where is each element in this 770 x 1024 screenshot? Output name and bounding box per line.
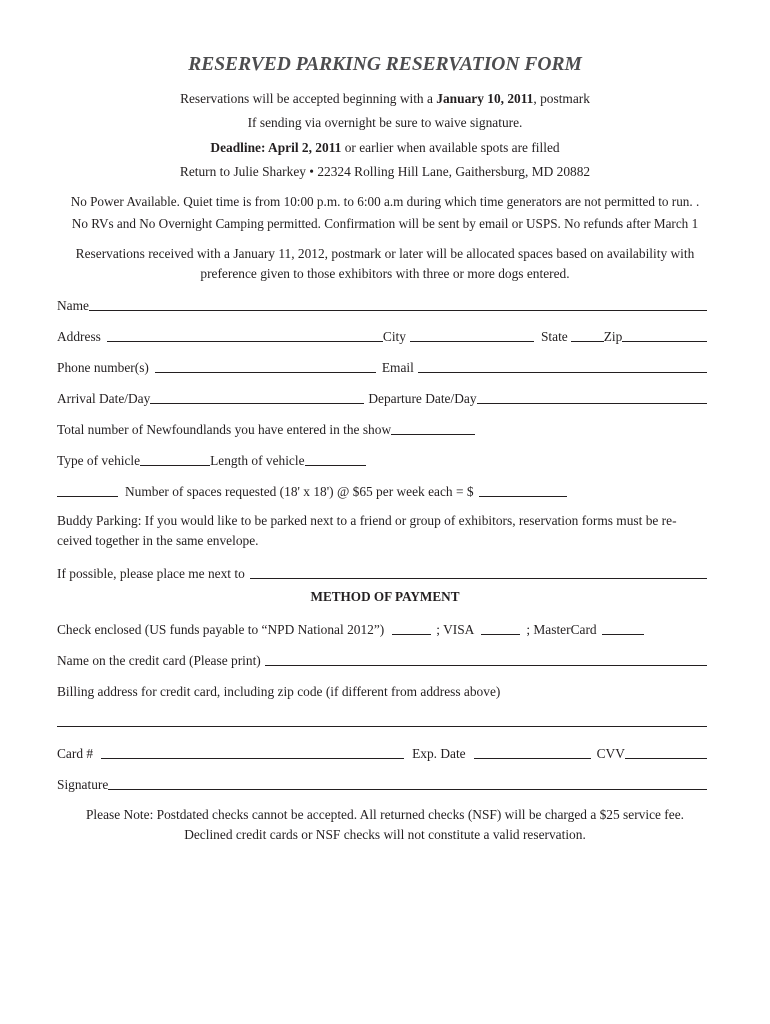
- arrival-label: Arrival Date/Day: [57, 391, 151, 406]
- visa-label: ; VISA: [436, 622, 475, 637]
- rv-notice: No RVs and No Overnight Camping permitted. Confirmation will be sent by email or USPS. No refunds after March 1: [71, 216, 699, 231]
- card-row: [57, 744, 707, 762]
- vehicle-type-field[interactable]: [140, 464, 210, 466]
- zip-field[interactable]: [622, 340, 707, 342]
- place-label: If possible, please place me next to: [57, 566, 245, 581]
- payment-method-row: [57, 620, 707, 638]
- deadline-post: or earlier when available spots are filled: [341, 140, 560, 155]
- name-row: [57, 296, 707, 314]
- accept-post: , postmark: [533, 91, 590, 106]
- vehicle-type-label: Type of vehicle: [57, 453, 141, 468]
- billing-label: Billing address for credit card, including zip code (if different from address above): [57, 684, 501, 699]
- dogs-row: [57, 420, 707, 438]
- check-field[interactable]: [392, 633, 431, 635]
- card-number-label: Card #: [57, 746, 94, 761]
- allocation-notice-1: Reservations received with a January 11, 2012, postmark or later will be allocated spaces based on availability with: [75, 246, 695, 261]
- vehicle-length-field[interactable]: [305, 464, 366, 466]
- state-label: State: [540, 329, 568, 344]
- arrival-field[interactable]: [150, 402, 364, 404]
- card-name-row: [57, 651, 707, 669]
- declined-note: Declined credit cards or NSF checks will not constitute a valid reservation.: [184, 827, 586, 842]
- allocation-notice-2: preference given to those exhibitors with three or more dogs entered.: [200, 266, 570, 281]
- state-field[interactable]: [571, 340, 604, 342]
- name-label: Name: [57, 298, 89, 313]
- departure-field[interactable]: [477, 402, 707, 404]
- zip-label: Zip: [603, 329, 623, 344]
- billing-field[interactable]: [57, 726, 707, 727]
- power-notice: No Power Available. Quiet time is from 10:00 p.m. to 6:00 a.m during which time generators are not permitted to run. .: [70, 194, 700, 209]
- exp-date-label: Exp. Date: [412, 746, 466, 761]
- signature-label: Signature: [57, 777, 109, 792]
- vehicle-row: [57, 451, 707, 469]
- cvv-label: CVV: [596, 746, 625, 761]
- dogs-field[interactable]: [391, 433, 475, 435]
- vehicle-length-label: Length of vehicle: [210, 453, 305, 468]
- city-field[interactable]: [410, 340, 534, 342]
- address-row: [57, 327, 707, 345]
- return-address: Return to Julie Sharkey • 22324 Rolling Hill Lane, Gaithersburg, MD 20882: [179, 164, 591, 179]
- phone-field[interactable]: [155, 371, 376, 373]
- postdated-note: Please Note: Postdated checks cannot be accepted. All returned checks (NSF) will be charged a $25 service fee.: [85, 807, 685, 822]
- billing-row: [57, 682, 707, 700]
- buddy-parking-text: Buddy Parking: If you would like to be parked next to a friend or group of exhibitors, reservation forms must be re-ceived together in the same envelope.: [57, 513, 677, 548]
- name-field[interactable]: [89, 309, 707, 311]
- mastercard-field[interactable]: [602, 633, 644, 635]
- place-field[interactable]: [250, 577, 707, 579]
- signature-row: [57, 775, 707, 793]
- card-name-label: Name on the credit card (Please print): [57, 653, 261, 668]
- email-label: Email: [381, 360, 414, 375]
- check-label: Check enclosed (US funds payable to “NPD National 2012”): [57, 622, 385, 637]
- deadline-date: Deadline: April 2, 2011: [210, 140, 342, 155]
- deadline-line: [0, 140, 770, 156]
- mastercard-label: ; MasterCard: [526, 622, 597, 637]
- exp-date-field[interactable]: [474, 757, 591, 759]
- card-number-field[interactable]: [101, 757, 404, 759]
- spaces-row: [57, 482, 707, 500]
- overnight-note: If sending via overnight be sure to waive signature.: [247, 115, 523, 130]
- signature-field[interactable]: [108, 788, 707, 790]
- cvv-field[interactable]: [625, 757, 707, 759]
- form-title: RESERVED PARKING RESERVATION FORM: [188, 54, 582, 75]
- visa-field[interactable]: [481, 633, 520, 635]
- dates-row: [57, 389, 707, 407]
- address-label: Address: [57, 329, 101, 344]
- spaces-total-field[interactable]: [479, 495, 567, 497]
- accept-date: January 10, 2011: [436, 91, 534, 106]
- payment-heading: METHOD OF PAYMENT: [310, 589, 460, 604]
- email-field[interactable]: [418, 371, 707, 373]
- phone-row: [57, 358, 707, 376]
- dogs-label: Total number of Newfoundlands you have entered in the show: [57, 422, 392, 437]
- accept-pre: Reservations will be accepted beginning with a: [180, 91, 437, 106]
- address-field[interactable]: [107, 340, 383, 342]
- place-row: [57, 564, 707, 582]
- phone-label: Phone number(s): [57, 360, 149, 375]
- spaces-count-field[interactable]: [57, 495, 118, 497]
- departure-label: Departure Date/Day: [368, 391, 477, 406]
- accept-date-line: [0, 91, 770, 107]
- card-name-field[interactable]: [265, 664, 707, 666]
- spaces-label: Number of spaces requested (18' x 18') @ $65 per week each = $: [125, 484, 474, 499]
- city-label: City: [382, 329, 406, 344]
